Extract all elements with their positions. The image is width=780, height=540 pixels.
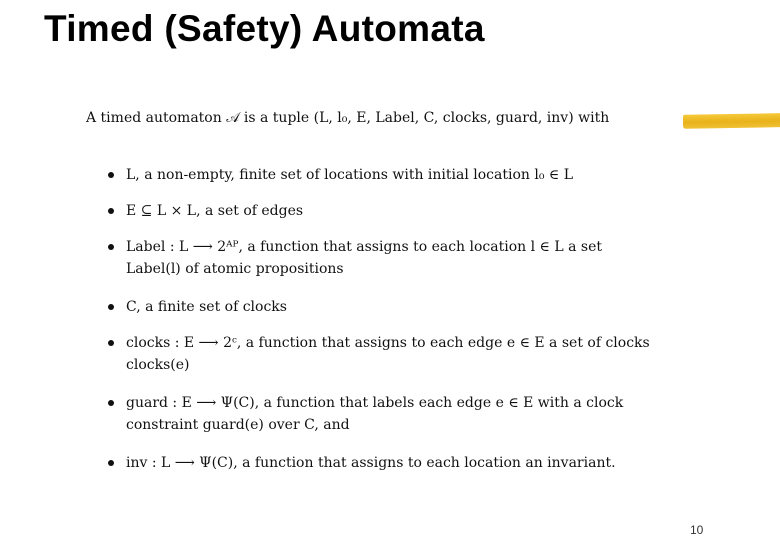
- list-item-text: L, a non-empty, finite set of locations with initial location l₀ ∈ L: [126, 167, 574, 183]
- bullet-icon: [108, 304, 114, 310]
- bullet-icon: [108, 400, 114, 406]
- list-item-line: clocks : E ⟶ 2ᶜ, a function that assigns to each edge e ∈ E a set of clocks: [126, 335, 650, 351]
- list-item-text: [126, 392, 668, 436]
- list-item: [108, 164, 668, 186]
- highlight-marker: [683, 113, 780, 129]
- list-item-line: constraint guard(e) over C, and: [126, 417, 350, 433]
- list-item: [108, 236, 668, 280]
- list-item: [108, 296, 668, 318]
- bullet-icon: [108, 244, 114, 250]
- list-item-line: clocks(e): [126, 357, 190, 373]
- list-item-text: E ⊆ L × L, a set of edges: [126, 203, 304, 219]
- list-item-line: Label(l) of atomic propositions: [126, 261, 344, 277]
- list-item-line: Label : L ⟶ 2ᴬᴾ, a function that assigns to each location l ∈ L a set: [126, 239, 602, 255]
- list-item-text: C, a finite set of clocks: [126, 299, 287, 315]
- page-number: 10: [690, 523, 704, 537]
- definition-intro: A timed automaton 𝒜 is a tuple (L, l₀, E, Label, C, clocks, guard, inv) with: [86, 110, 610, 126]
- list-item: [108, 200, 668, 222]
- bullet-icon: [108, 208, 114, 214]
- bullet-icon: [108, 172, 114, 178]
- list-item: [108, 392, 668, 436]
- list-item-text: [126, 332, 668, 376]
- list-item: [108, 332, 668, 376]
- list-item-text: [126, 236, 668, 280]
- list-item-text: inv : L ⟶ Ψ(C), a function that assigns to each location an invariant.: [126, 455, 616, 471]
- list-item: [108, 452, 668, 474]
- slide-title: Timed (Safety) Automata: [44, 8, 485, 49]
- bullet-icon: [108, 340, 114, 346]
- list-item-line: guard : E ⟶ Ψ(C), a function that labels each edge e ∈ E with a clock: [126, 395, 624, 411]
- bullet-icon: [108, 460, 114, 466]
